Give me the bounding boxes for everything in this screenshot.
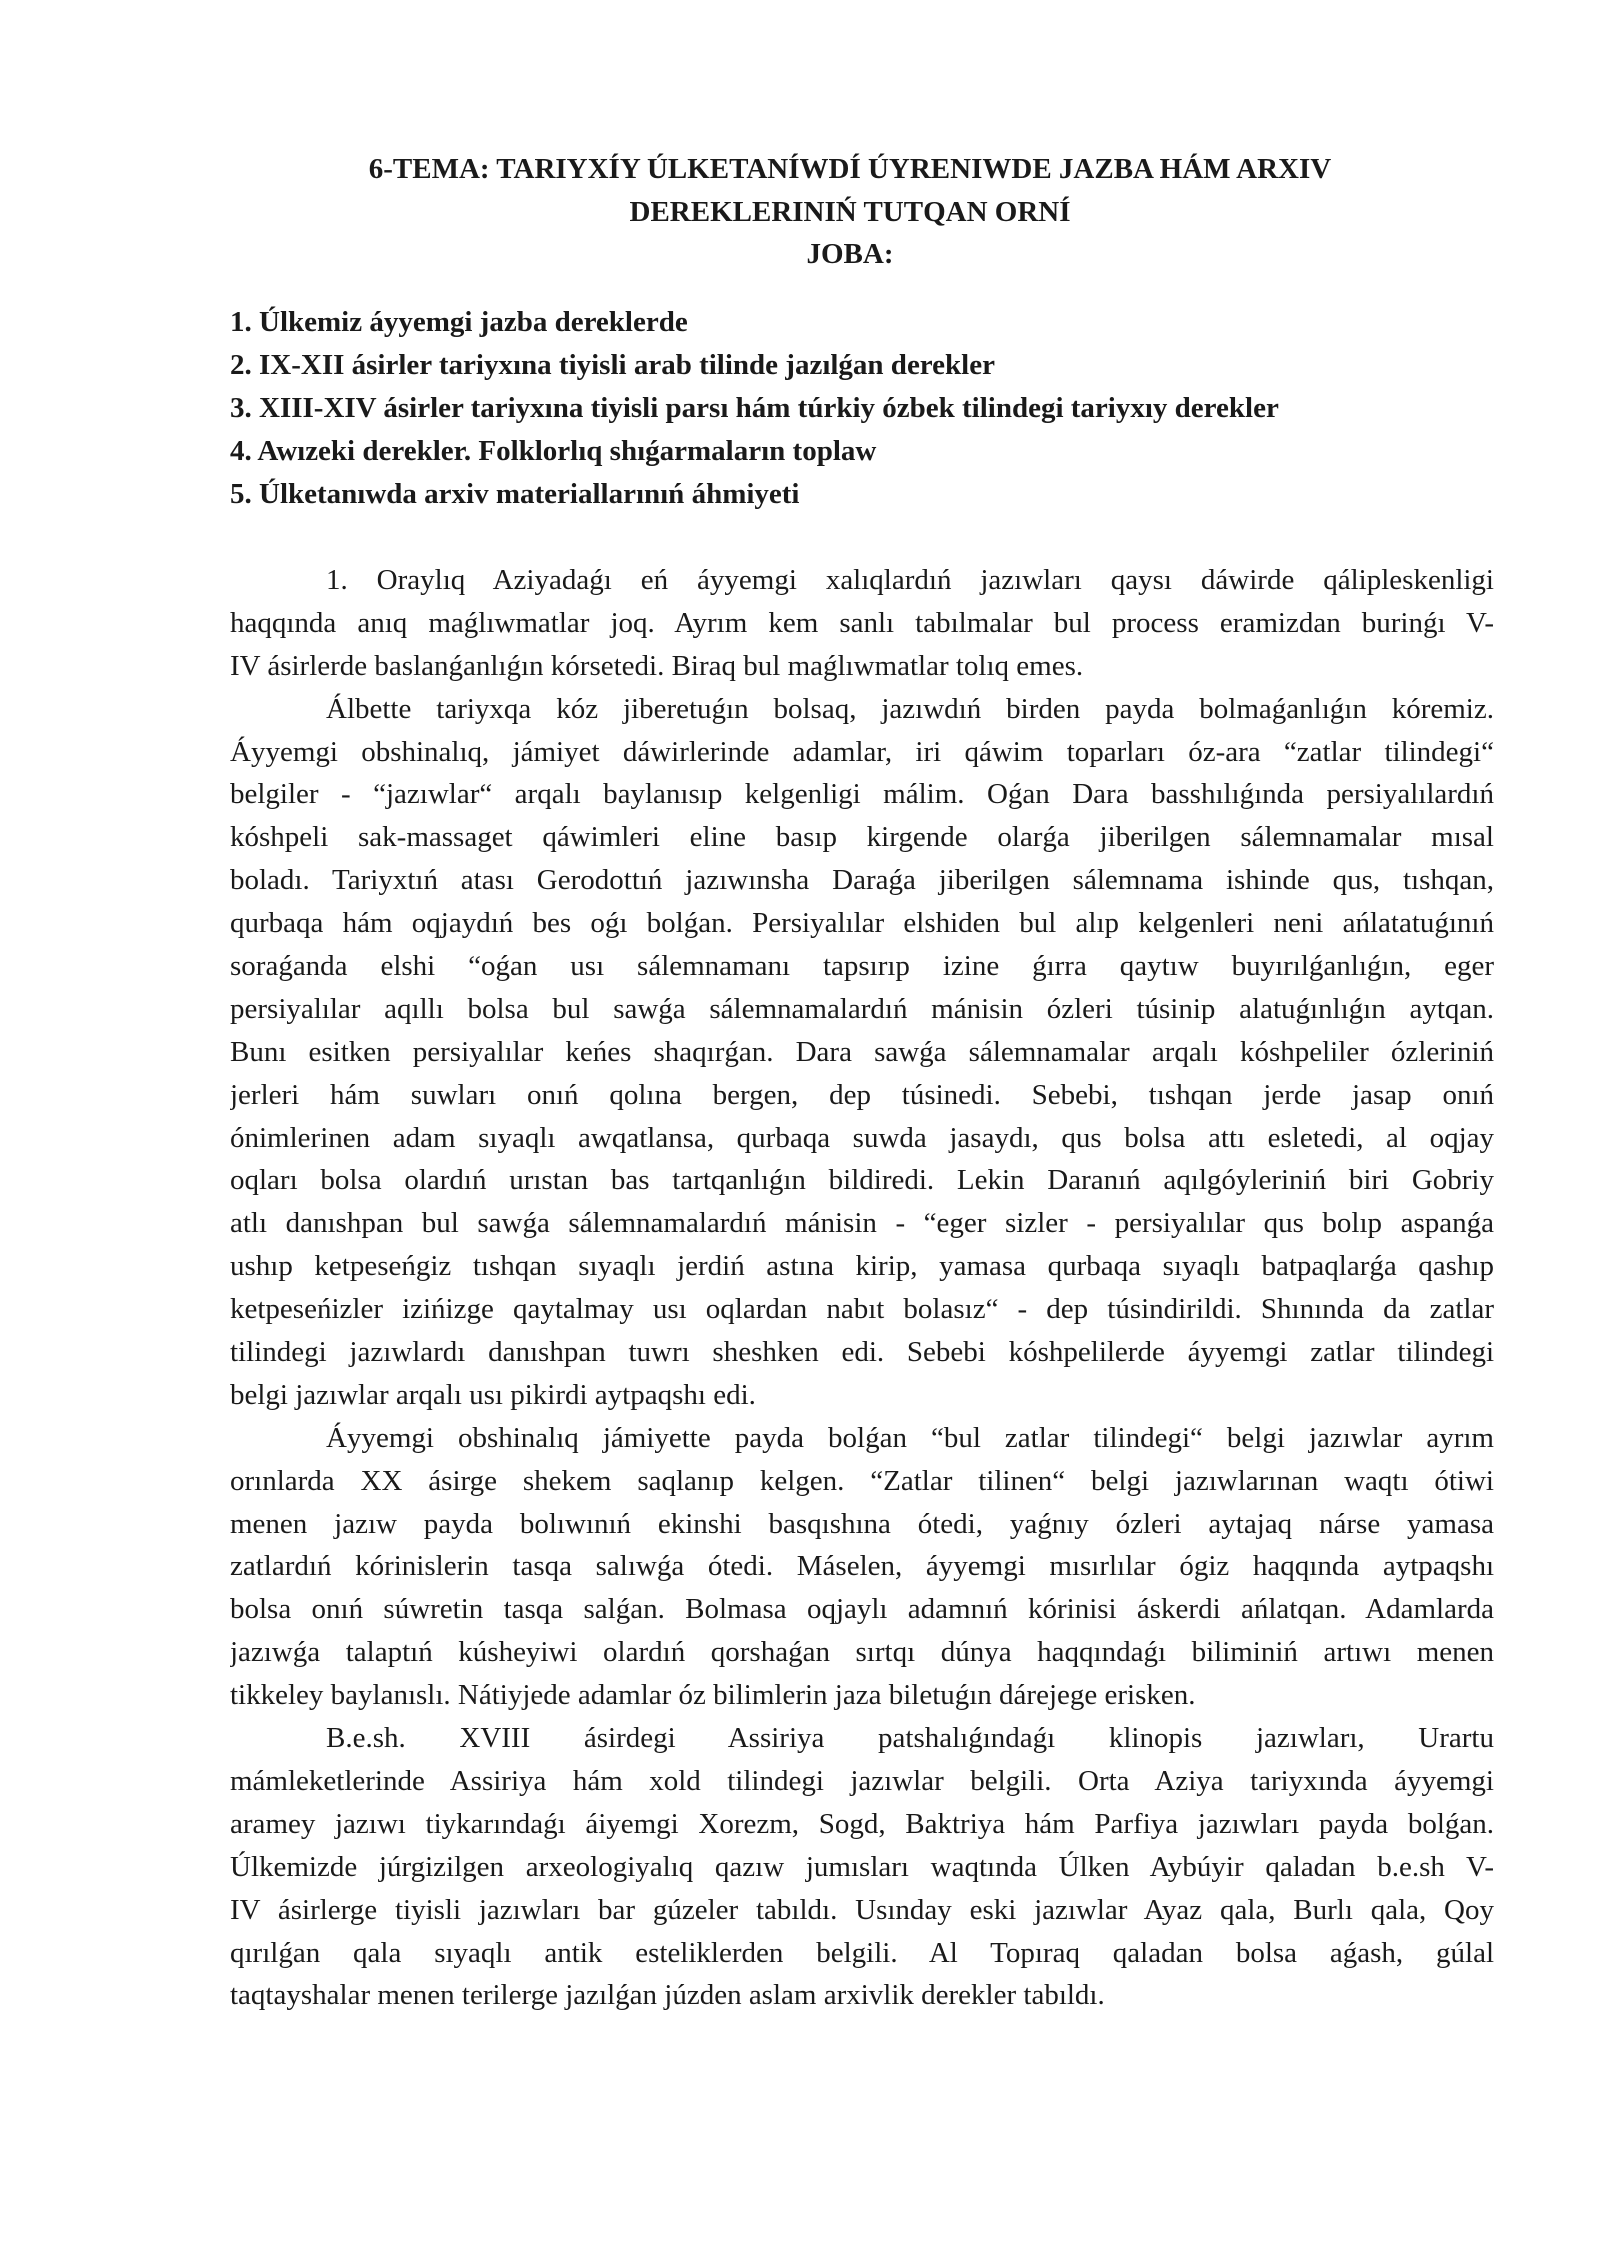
plan-item: 5. Úlketanıwda arxiv materiallarınıń áhmiyeti <box>230 478 800 510</box>
text-line: boladı. Tariyxtıń atası Gerodottıń jazıwınsha Daraǵa jiberilgen sálemnama ishinde qus, tıshqan, <box>230 864 1494 897</box>
text-line: soraǵanda elshi “oǵan usı sálemnamanı tapsırıp izine ǵırra qaytıw buyırılǵanlıǵın, eger <box>230 950 1494 983</box>
text-line: Úlkemizde júrgizilgen arxeologiyalıq qazıw jumısları waqtında Úlken Aybúyir qaladan b.e.sh V- <box>230 1850 1494 1883</box>
text-line: zatlardıń kórinislerin tasqa salıwǵa ótedi. Máselen, áyyemgi mısırlılar ógiz haqqında aytpaqshı <box>230 1550 1494 1583</box>
text-line: ónimlerinen adam sıyaqlı awqatlansa, qurbaqa suwda jasaydı, qus bolsa attı esletedi, al oqjay <box>230 1121 1494 1154</box>
plan-item: 2. IX-XII ásirler tariyxına tiyisli arab tilinde jazılǵan derekler <box>230 349 995 381</box>
text-line: Bunı esitken persiyalılar keńes shaqırǵan. Dara sawǵa sálemnamalar arqalı kóshpeliler ózleriniń <box>230 1035 1494 1068</box>
text-line: belgiler - “jazıwlar“ arqalı baylanısıp kelgenligi málim. Oǵan Dara basshılıǵında persiyalılardıń <box>230 778 1494 811</box>
text-line: jerleri hám suwları onıń qolına bergen, dep túsinedi. Sebebi, tıshqan jerde jasap onıń <box>230 1078 1494 1111</box>
text-line: mámleketlerinde Assiriya hám xold tilindegi jazıwlar belgili. Orta Aziya tariyxında áyyemgi <box>230 1764 1494 1797</box>
topic-heading <box>230 148 1470 276</box>
plan-item: 4. Awızeki derekler. Folklorlıq shıǵarmaların toplaw <box>230 435 877 467</box>
text-line: 1. Oraylıq Aziyadaǵı eń áyyemgi xalıqlardıń jazıwları qaysı dáwirde qálipleskenligi <box>326 564 1494 596</box>
text-line: IV ásirlerge tiyisli jazıwları bar gúzeler tabıldı. Usınday eski jazıwlar Ayaz qala, Burlı qala, Qoy <box>230 1893 1494 1926</box>
text-line: ketpeseńizler izińizge qaytalmay usı oqlardan nabıt bolasız“ - dep túsindirildi. Shınında da zatlar <box>230 1293 1494 1326</box>
text-line: tilindegi jazıwlardı danıshpan tuwrı sheshken edi. Sebebi kóshpelilerde áyyemgi zatlar tilindegi <box>230 1336 1494 1369</box>
text-line: taqtayshalar menen terilerge jazılǵan júzden aslam arxivlik derekler tabıldı. <box>230 1979 1105 2012</box>
text-line: jazıwǵa talaptıń kúsheyiwi olardıń qorshaǵan sırtqı dúnya haqqındaǵı biliminiń artıwı menen <box>230 1636 1494 1669</box>
text-line: menen jazıw payda bolıwınıń ekinshi basqıshına ótedi, yaǵnıy ózleri aytajaq nárse yamasa <box>230 1507 1494 1540</box>
text-line: aramey jazıwı tiykarındaǵı áiyemgi Xorezm, Sogd, Baktriya hám Parfiya jazıwları payda bolǵan. <box>230 1807 1494 1840</box>
text-line: Áyyemgi obshinalıq jámiyette payda bolǵan “bul zatlar tilindegi“ belgi jazıwlar ayrım <box>326 1421 1494 1454</box>
text-line: B.e.sh. XVIII ásirdegi Assiriya patshalıǵındaǵı klinopis jazıwları, Urartu <box>326 1722 1494 1755</box>
text-line: oqları bolsa olardıń urıstan bas tartqanlıǵın bildiredi. Lekin Daranıń aqılgóyleriniń biri Gobriy <box>230 1164 1494 1197</box>
paragraph-1 <box>230 559 1494 688</box>
plan-list <box>230 301 1490 516</box>
text-line: tikkeley baylanıslı. Nátiyjede adamlar óz bilimlerin jaza biletuǵın dárejege erisken. <box>230 1679 1196 1712</box>
plan-item: 1. Úlkemiz áyyemgi jazba dereklerde <box>230 306 688 338</box>
text-line: bolsa onıń súwretin tasqa salǵan. Bolmasa oqjaylı adamnıń kórinisi áskerdi ańlatqan. Adamlarda <box>230 1593 1494 1626</box>
paragraph-2 <box>230 688 1494 1417</box>
plan-heading: JOBA: <box>806 238 894 270</box>
paragraph-3 <box>230 1417 1494 1717</box>
plan-item: 3. XIII-XIV ásirler tariyxına tiyisli parsı hám túrkiy ózbek tilindegi tariyxıy derekler <box>230 392 1279 424</box>
paragraph-4 <box>230 1717 1494 2017</box>
text-line: orınlarda XX ásirge shekem saqlanıp kelgen. “Zatlar tilinen“ belgi jazıwlarınan waqtı ótiwi <box>230 1464 1494 1497</box>
text-line: IV ásirlerde baslanǵanlıǵın kórsetedi. Biraq bul maǵlıwmatlar tolıq emes. <box>230 649 1084 682</box>
body-text <box>230 559 1494 2017</box>
topic-title-line-1: 6-TEMA: TARIYXÍY ÚLKETANÍWDÍ ÚYRENIWDE JAZBA HÁM ARXIV <box>368 153 1332 185</box>
topic-title-line-2: DEREKLERINIŃ TUTQAN ORNÍ <box>629 195 1071 228</box>
text-line: persiyalılar aqıllı bolsa bul sawǵa sálemnamalardıń mánisin ózleri túsinip alatuǵınlıǵın aytqan. <box>230 992 1494 1025</box>
text-line: Áyyemgi obshinalıq, jámiyet dáwirlerinde adamlar, iri qáwim toparları óz-ara “zatlar tilindegi“ <box>230 735 1494 768</box>
text-line: kóshpeli sak-massaget qáwimleri eline basıp kirgende olarǵa jiberilgen sálemnamalar mısal <box>230 821 1494 854</box>
text-line: haqqında anıq maǵlıwmatlar joq. Ayrım kem sanlı tabılmalar bul process eramizdan burinǵı V- <box>230 606 1494 639</box>
text-line: Álbette tariyxqa kóz jiberetuǵın bolsaq, jazıwdıń birden payda bolmaǵanlıǵın kóremiz. <box>326 692 1494 725</box>
text-line: qurbaqa hám oqjaydıń bes oǵı bolǵan. Persiyalılar elshiden bul alıp kelgenleri neni ańlatatuǵınıń <box>230 907 1494 940</box>
text-line: atlı danıshpan bul sawǵa sálemnamalardıń mánisin - “eger sizler - persiyalılar qus bolıp aspanǵa <box>230 1207 1494 1240</box>
text-line: ushıp ketpeseńgiz tıshqan sıyaqlı jerdiń astına kirip, yamasa qurbaqa sıyaqlı batpaqlarǵa qashıp <box>230 1250 1494 1283</box>
text-line: belgi jazıwlar arqalı usı pikirdi aytpaqshı edi. <box>230 1378 756 1411</box>
text-line: qırılǵan qala sıyaqlı antik esteliklerden belgili. Al Topıraq qaladan bolsa aǵash, gúlal <box>230 1936 1494 1969</box>
